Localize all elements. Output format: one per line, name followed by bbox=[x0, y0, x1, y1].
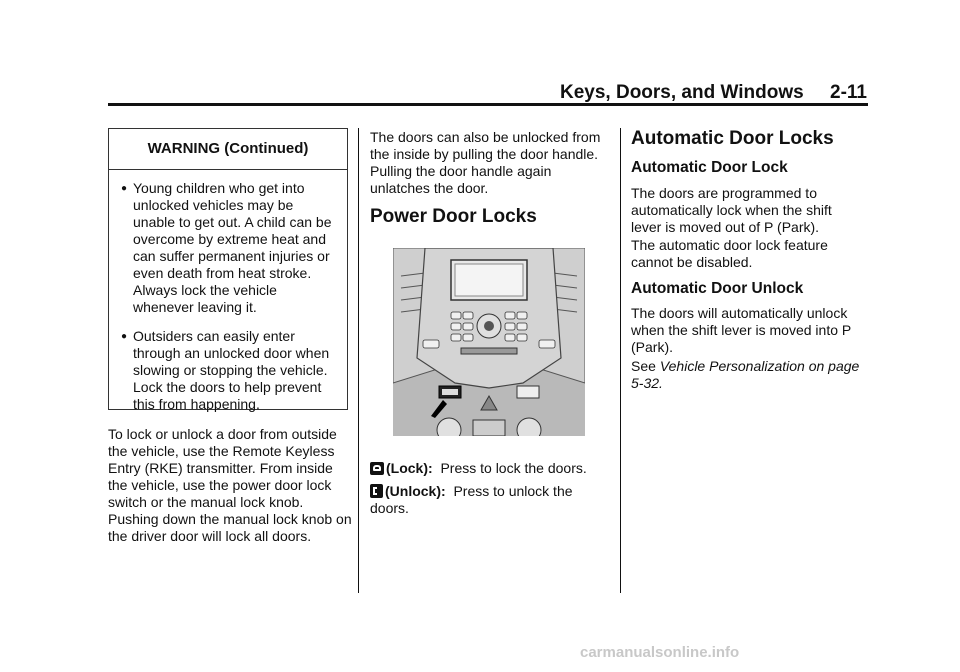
page-number: 2-11 bbox=[830, 82, 867, 103]
automatic-unlock-paragraph: The doors will automatically unlock when the shift lever is moved into P (Park). bbox=[631, 305, 851, 355]
door-handle-paragraph: The doors can also be unlocked from the inside by pulling the door handle. Pulling the door handle again unlatches the door. bbox=[370, 129, 601, 196]
automatic-lock-paragraph-1: The doors are programmed to automatically lock when the shift lever is moved out of P (Park). bbox=[631, 185, 832, 235]
unlock-label: (Unlock): bbox=[385, 483, 446, 499]
automatic-door-unlock-subheading: Automatic Door Unlock bbox=[631, 280, 804, 297]
cross-reference-link: Vehicle Personalization on page 5-32. bbox=[631, 358, 860, 391]
warning-title: WARNING (Continued) bbox=[109, 129, 347, 170]
see-prefix: See bbox=[631, 358, 656, 374]
column-divider-right bbox=[620, 128, 621, 593]
warning-item bbox=[121, 180, 339, 316]
lock-button-description bbox=[370, 460, 606, 477]
bullet-icon: ● bbox=[121, 331, 128, 342]
lock-icon bbox=[370, 462, 384, 475]
automatic-lock-paragraph-2: The automatic door lock feature cannot be disabled. bbox=[631, 237, 828, 270]
bullet-icon: ● bbox=[121, 183, 128, 194]
warning-box bbox=[108, 128, 348, 410]
watermark: carmanualsonline.info bbox=[580, 644, 740, 661]
column-divider-left bbox=[358, 128, 359, 593]
lock-text: Press to lock the doors. bbox=[440, 460, 587, 476]
automatic-door-locks-heading: Automatic Door Locks bbox=[631, 128, 834, 149]
lock-instructions-paragraph: To lock or unlock a door from outside the vehicle, use the Remote Keyless Entry (RKE) transmitter. From inside the vehicle, use the power door lock switch or the manual lock knob. Pushing down the manual lock knob on the driver door will lock all doors. bbox=[108, 426, 352, 544]
warning-list bbox=[109, 170, 347, 413]
see-also-reference bbox=[631, 358, 863, 392]
unlock-icon bbox=[370, 484, 383, 498]
automatic-door-lock-subheading: Automatic Door Lock bbox=[631, 159, 788, 176]
center-console-figure bbox=[393, 248, 585, 436]
warning-item-text: Outsiders can easily enter through an unlocked door when slowing or stopping the vehicle. Lock the doors to help prevent this from happening. bbox=[133, 328, 330, 412]
section-title: Keys, Doors, and Windows bbox=[560, 82, 804, 103]
center-console-illustration bbox=[393, 248, 585, 436]
warning-item-text: Young children who get into unlocked vehicles may be unable to get out. A child can be overcome by extreme heat and can suffer permanent injuries or even death from heat stroke. Always lock the vehicle whenever leaving it. bbox=[133, 180, 332, 315]
warning-item bbox=[121, 328, 339, 413]
power-door-locks-heading: Power Door Locks bbox=[370, 206, 537, 227]
unlock-text: Press to unlock the doors. bbox=[370, 483, 573, 516]
header-rule bbox=[108, 103, 868, 106]
lock-label: (Lock): bbox=[386, 460, 433, 476]
unlock-button-description bbox=[370, 483, 606, 517]
